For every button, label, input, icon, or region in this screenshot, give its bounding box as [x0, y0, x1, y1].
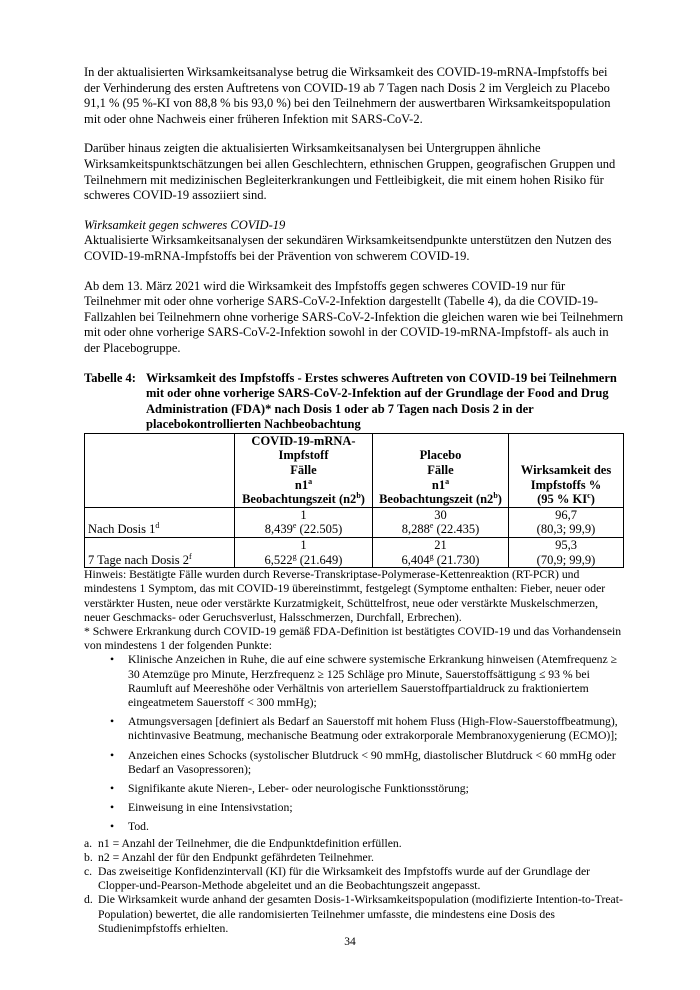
bullet-icon: •	[110, 820, 115, 834]
bullet-icon: •	[110, 801, 115, 815]
ci-dose1: (80,3; 99,9)	[509, 522, 624, 537]
placebo-cases-dose2: 21	[373, 538, 509, 553]
note-hinweis: Hinweis: Bestätigte Fälle wurden durch Reverse-Transkriptase-Polymerase-Kettenreaktion (RT-PCR) und mindestens 1 Symptom, das mit COVID-19 übereinstimmt, festgelegt (Symptome enthalten: Fieber, neuer oder verstärkter Husten, neue oder verstärkte Kurzatmigkeit, Schüttelfrost, neue oder verstärkte Muskelschmerzen, neuer Geschmacks- oder Geruchsverlust, Halsschmerzen, Durchfall, Erbrechen).	[84, 568, 606, 624]
efficacy-table	[84, 433, 624, 568]
table-caption	[84, 371, 624, 433]
placebo-cases-dose1: 30	[373, 507, 509, 522]
table-notes	[84, 568, 624, 936]
footnote-b: b. n2 = Anzahl der für den Endpunkt gefährdeten Teilnehmer.	[84, 850, 374, 864]
paragraph-efficacy-analysis: In der aktualisierten Wirksamkeitsanalyse betrug die Wirksamkeit des COVID-19-mRNA-Impfstoffs bei der Verhinderung des ersten Auftretens von COVID-19 ab 7 Tagen nach Dosis 2 im Vergleich zu Placebo 91,1 % (95 %-KI von 88,8 % bis 93,0 %) bei den Teilnehmern der auswertbaren Wirksamkeitspopulation mit oder ohne Nachweis einer früheren Infektion mit SARS-CoV-2.	[84, 65, 611, 126]
placebo-time-dose1: 8,288e (22.435)	[373, 522, 509, 537]
table-row	[85, 507, 624, 522]
vaccine-cases-dose2: 1	[235, 538, 373, 553]
row-label-dose1: Nach Dosis 1$^d$	[85, 522, 235, 537]
list-item: • Einweisung in eine Intensivstation;	[110, 801, 293, 815]
table-row	[85, 538, 624, 553]
page-content	[84, 65, 624, 936]
table-title: Wirksamkeit des Impfstoffs - Erstes schweres Auftreten von COVID-19 bei Teilnehmern mit oder ohne vorherige SARS-CoV-2-Infektion auf der Grundlage der Food and Drug Administration (FDA)* nach Dosis 1 oder ab 7 Tagen nach Dosis 2 in der placebokontrollierten Nachbeobachtung	[146, 370, 617, 432]
note-asterisk: * Schwere Erkrankung durch COVID-19 gemäß FDA-Definition ist bestätigtes COVID-19 und das Vorhandensein von mindestens 1 der folgenden Punkte:	[84, 625, 622, 653]
row-label-dose2: 7 Tage nach Dosis 2$^f$	[85, 553, 235, 568]
paragraph-march-2021: Ab dem 13. März 2021 wird die Wirksamkeit des Impfstoffs gegen schweres COVID-19 nur für Teilnehmer mit oder ohne vorherige SARS-CoV-2-Infektion dargestellt (Tabelle 4), da die COVID-19-Fallzahlen bei Teilnehmern ohne vorherige SARS-CoV-2-Infektion die gleichen waren wie bei Teilnehmern mit oder ohne vorherige SARS-CoV-2-Infektion sowohl in der COVID-19-mRNA-Impfstoff- als auch in der Placebogruppe.	[84, 278, 624, 355]
header-efficacy: Wirksamkeit des Impfstoffs % (95 % $KI^c$)	[509, 433, 624, 507]
paragraph-secondary-endpoints: Aktualisierte Wirksamkeitsanalysen der sekundären Wirksamkeitsendpunkte unterstützen den Nutzen des COVID-19-mRNA-Impfstoffs bei der Prävention von schwerem COVID-19.	[84, 233, 612, 263]
list-item: • Atmungsversagen [definiert als Bedarf an Sauerstoff mit hohem Fluss (High-Flow-Sauerstoffbeatmung), nichtinvasive Beatmung, mechanische Beatmung oder extrakorporale Membranoxygenierung (ECMO)];	[110, 715, 618, 743]
header-vaccine: COVID-19-mRNA- Impfstoff Fälle n1$^a$ Beobachtungszeit (n2$^b$)	[235, 433, 373, 507]
placebo-time-dose2: 6,404$^g$ (21.730)	[373, 553, 509, 568]
subheading-severe-covid: Wirksamkeit gegen schweres COVID-19	[84, 217, 286, 232]
vaccine-cases-dose1: 1	[235, 507, 373, 522]
page-number: 34	[344, 936, 356, 948]
footnote-d: d. Die Wirksamkeit wurde anhand der gesamten Dosis-1-Wirksamkeitspopulation (modifizierte Intention-to-Treat-Population) bewertet, die alle randomisierten Teilnehmer umfasste, die mindestens eine Dosis des Studienimpfstoffs erhielten.	[84, 893, 623, 935]
list-item: • Anzeichen eines Schocks (systolischer Blutdruck < 90 mmHg, diastolischer Blutdruck < 60 mmHg oder Bedarf an Vasopressoren);	[110, 748, 616, 776]
header-empty-cell	[85, 433, 235, 507]
header-placebo: Placebo Fälle n1$^a$ Beobachtungszeit (n2$^b$)	[373, 433, 509, 507]
bullet-icon: •	[110, 653, 115, 667]
efficacy-dose2: 95,3	[509, 538, 624, 553]
ci-dose2: (70,9; 99,9)	[509, 553, 624, 568]
list-item: • Klinische Anzeichen in Ruhe, die auf eine schwere systemische Erkrankung hinweisen (Atemfrequenz ≥ 30 Atemzüge pro Minute, Herzfrequenz ≥ 125 Schläge pro Minute, Sauerstoffsättigung ≤ 93 % bei Raumluft auf Meereshöhe oder Verhältnis von arteriellem Sauerstoffpartialdruck zu fraktioniertem eingeatmetem Sauerstoff < 300 mmHg);	[110, 653, 618, 710]
list-item: • Signifikante akute Nieren-, Leber- oder neurologische Funktionsstörung;	[110, 782, 469, 796]
table-row	[85, 553, 624, 568]
paragraph-subgroups: Darüber hinaus zeigten die aktualisierten Wirksamkeitsanalysen bei Untergruppen ähnliche Wirksamkeitspunktschätzungen bei allen Geschlechtern, ethnischen Gruppen, geografischen Gruppen und Teilnehmern mit medizinischen Begleiterkrankungen und Fettleibigkeit, die mit einem hohen Risiko für schweres COVID-19 assoziiert sind.	[84, 141, 616, 203]
table-row	[85, 522, 624, 537]
efficacy-dose1: 96,7	[509, 507, 624, 522]
bullet-icon: •	[110, 715, 115, 729]
criteria-list	[84, 653, 624, 834]
bullet-icon: •	[110, 748, 115, 762]
table-label: Tabelle 4:	[84, 370, 136, 385]
table-header-row	[85, 433, 624, 507]
vaccine-time-dose2: 6,522$^g$ (21.649)	[235, 553, 373, 568]
footnote-c: c. Das zweiseitige Konfidenzintervall (KI) für die Wirksamkeit des Impfstoffs wurde auf der Grundlage der Clopper-und-Pearson-Methode abgeleitet und an die Beobachtungszeit angepasst.	[84, 865, 591, 893]
list-item: • Tod.	[110, 820, 149, 834]
vaccine-time-dose1: 8,439e (22.505)	[235, 522, 373, 537]
footnote-a: a. n1 = Anzahl der Teilnehmer, die die Endpunktdefinition erfüllen.	[84, 836, 402, 850]
bullet-icon: •	[110, 782, 115, 796]
